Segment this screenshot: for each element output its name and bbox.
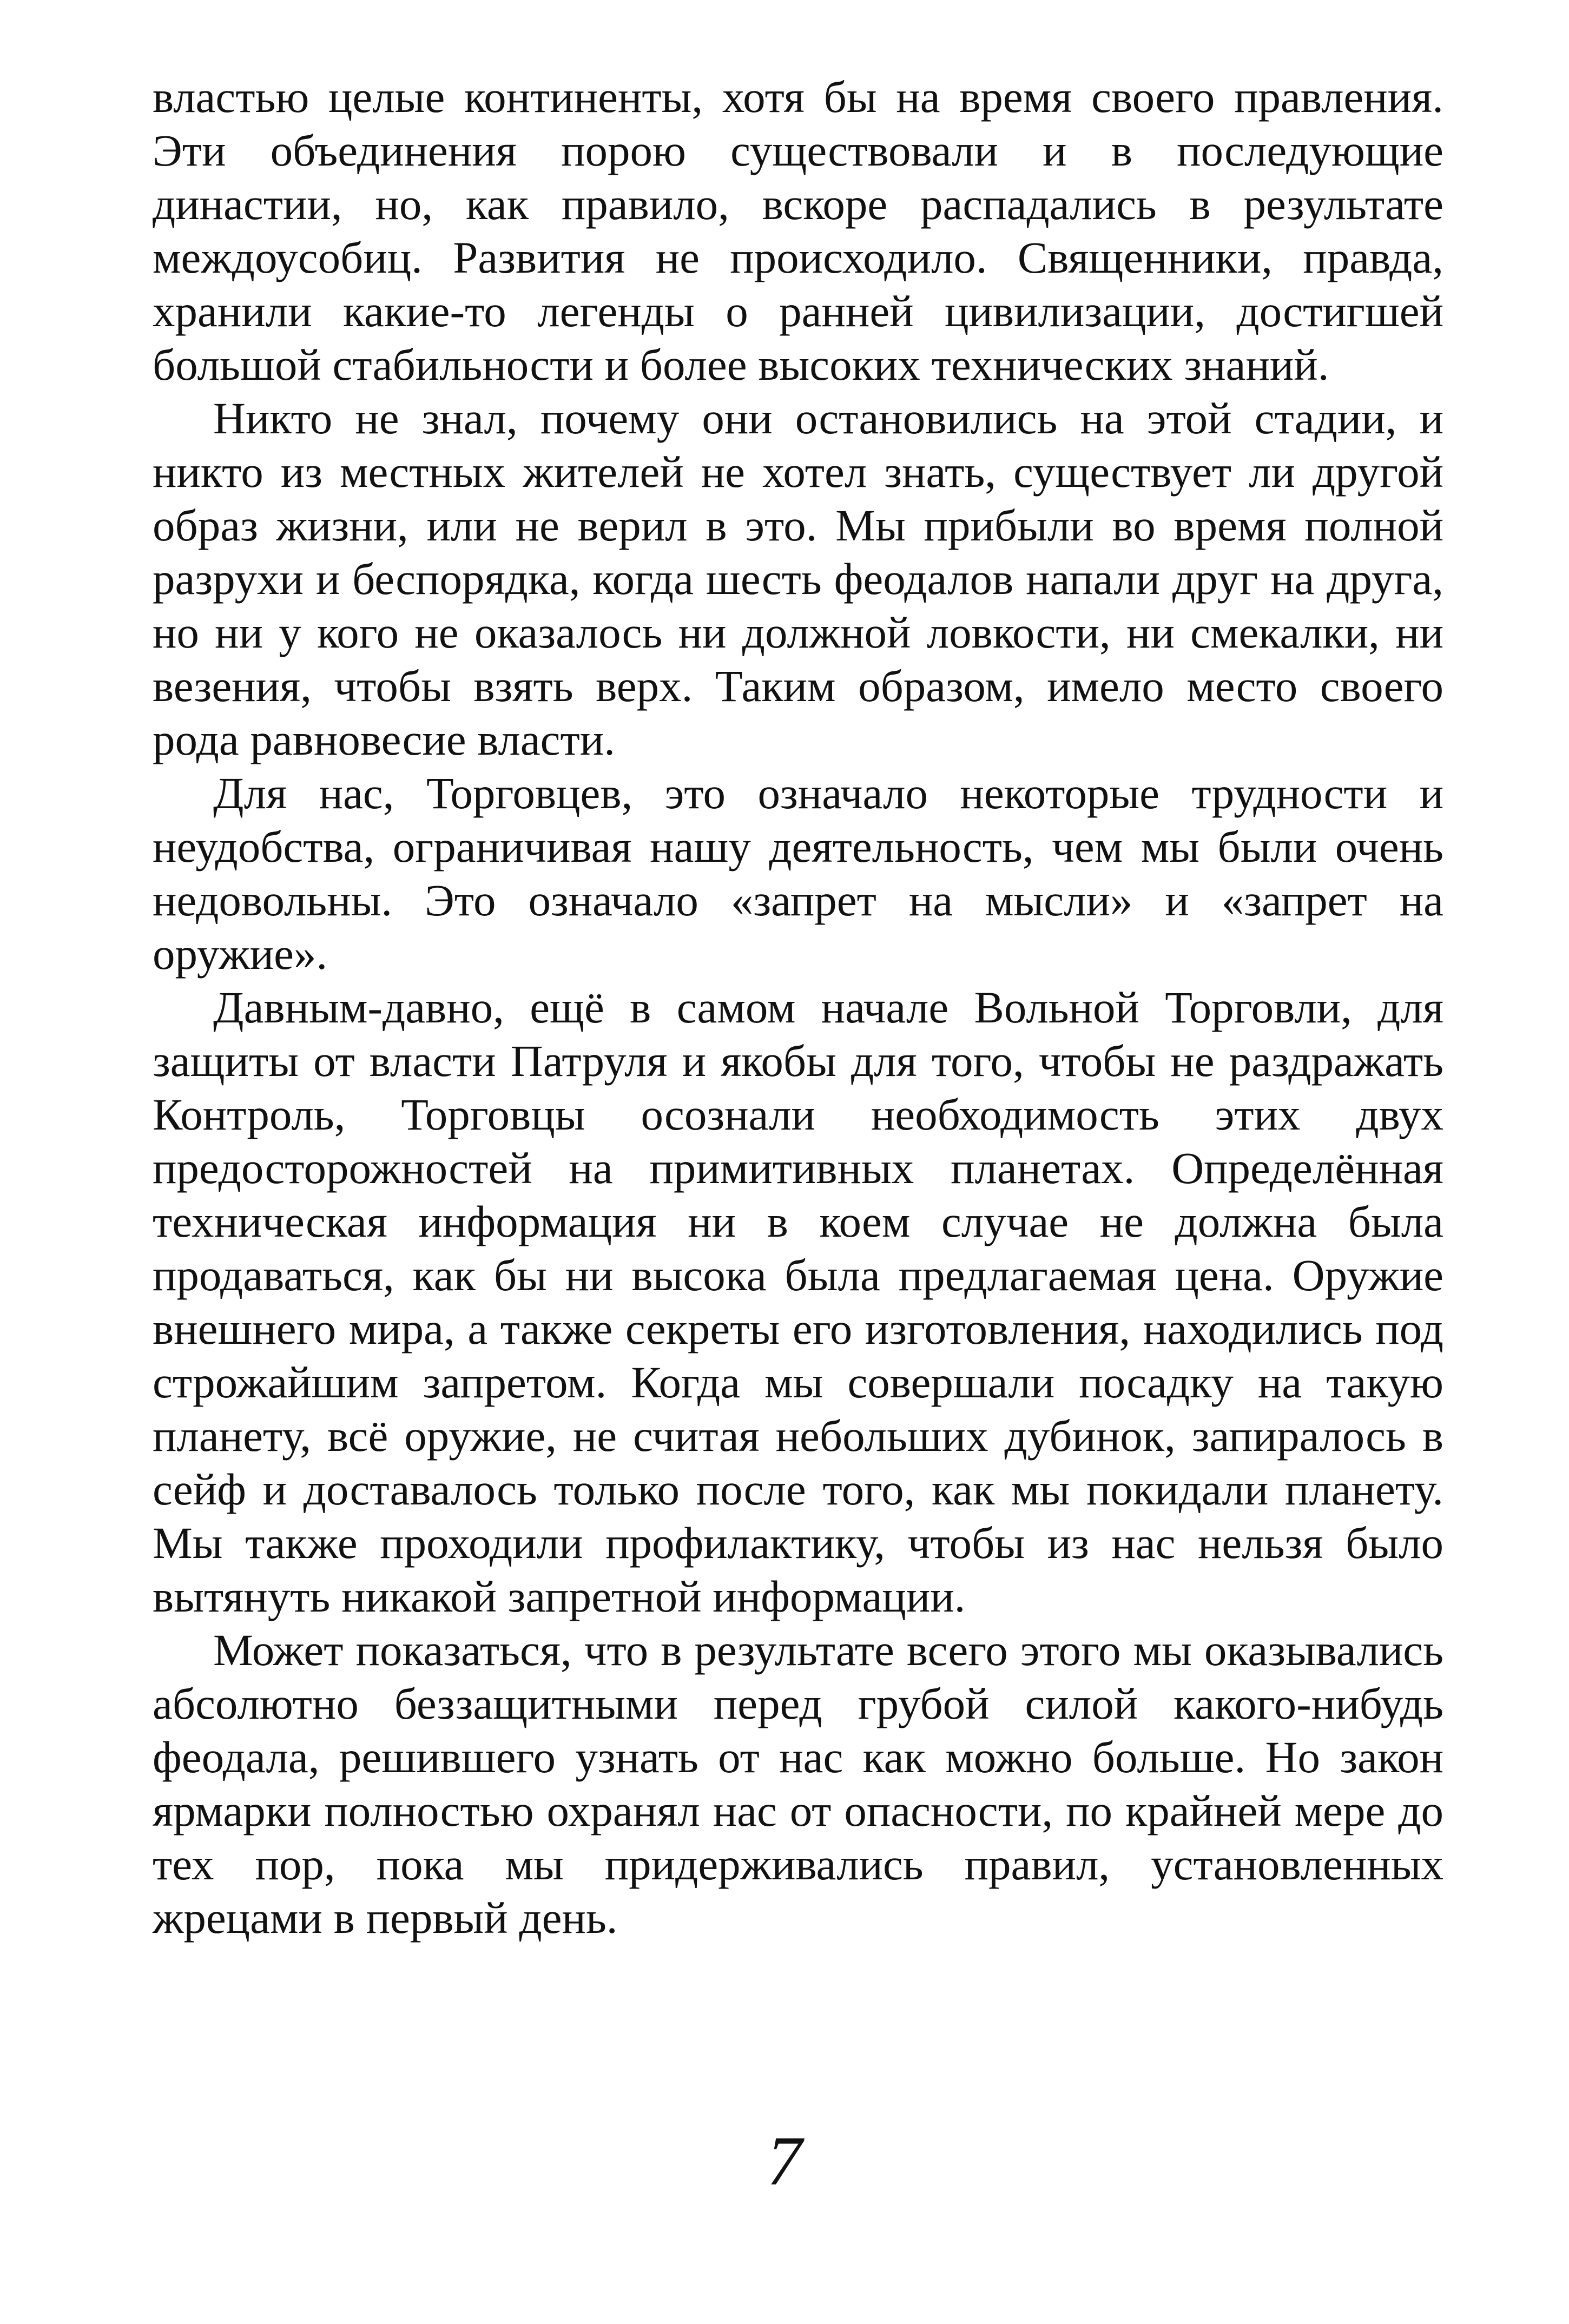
paragraph-3: Для нас, Торговцев, это означало некоторые трудности и неудобства, ограничивая нашу деятельность, чем мы были очень недовольны. Это означало «запрет на мысли» и «запрет на оружие». [153,768,1443,979]
paragraph-5: Может показаться, что в результате всего этого мы оказывались абсолютно беззащитными перед грубой силой какого-нибудь феодала, решившего узнать от нас как можно больше. Но закон ярмарки полностью охранял нас от опасности, по крайней мере до тех пор, пока мы придерживались правил, установленных жрецами в первый день. [153,1625,1443,1943]
paragraph-2: Никто не знал, почему они остановились на этой стадии, и никто из местных жителей не хотел знать, существует ли другой образ жизни, или не верил в это. Мы прибыли во время полной разрухи и беспорядка, когда шесть феодалов напали друг на друга, но ни у кого не оказалось ни должной ловкости, ни смекалки, ни везения, чтобы взять верх. Таким образом, имело место своего рода равновесие власти. [153,393,1443,764]
body-text [153,70,1443,1945]
paragraph-4: Давным-давно, ещё в самом начале Вольной Торговли, для защиты от власти Патруля и якобы для того, чтобы не раздражать Контроль, Торговцы осознали необходимость этих двух предосторожностей на примитивных планетах. Определённая техническая информация ни в коем случае не должна была продаваться, как бы ни высока была предлагаемая цена. Оружие внешнего мира, а также секреты его изготовления, находились под строжайшим запретом. Когда мы совершали посадку на такую планету, всё оружие, не считая небольших дубинок, запиралось в сейф и доставалось только после того, как мы покидали планету. Мы также проходили профилактику, чтобы из нас нельзя было вытянуть никакой запретной информации. [153,982,1443,1621]
paragraph-1: властью целые континенты, хотя бы на время своего правления. Эти объединения порою существовали и в последующие династии, но, как правило, вскоре распадались в результате междоусобиц. Развития не происходило. Священники, правда, хранили какие-то легенды о ранней цивилизации, достигшей большой стабильности и более высоких технических знаний. [153,72,1443,389]
page-number: 7 [767,2122,802,2200]
